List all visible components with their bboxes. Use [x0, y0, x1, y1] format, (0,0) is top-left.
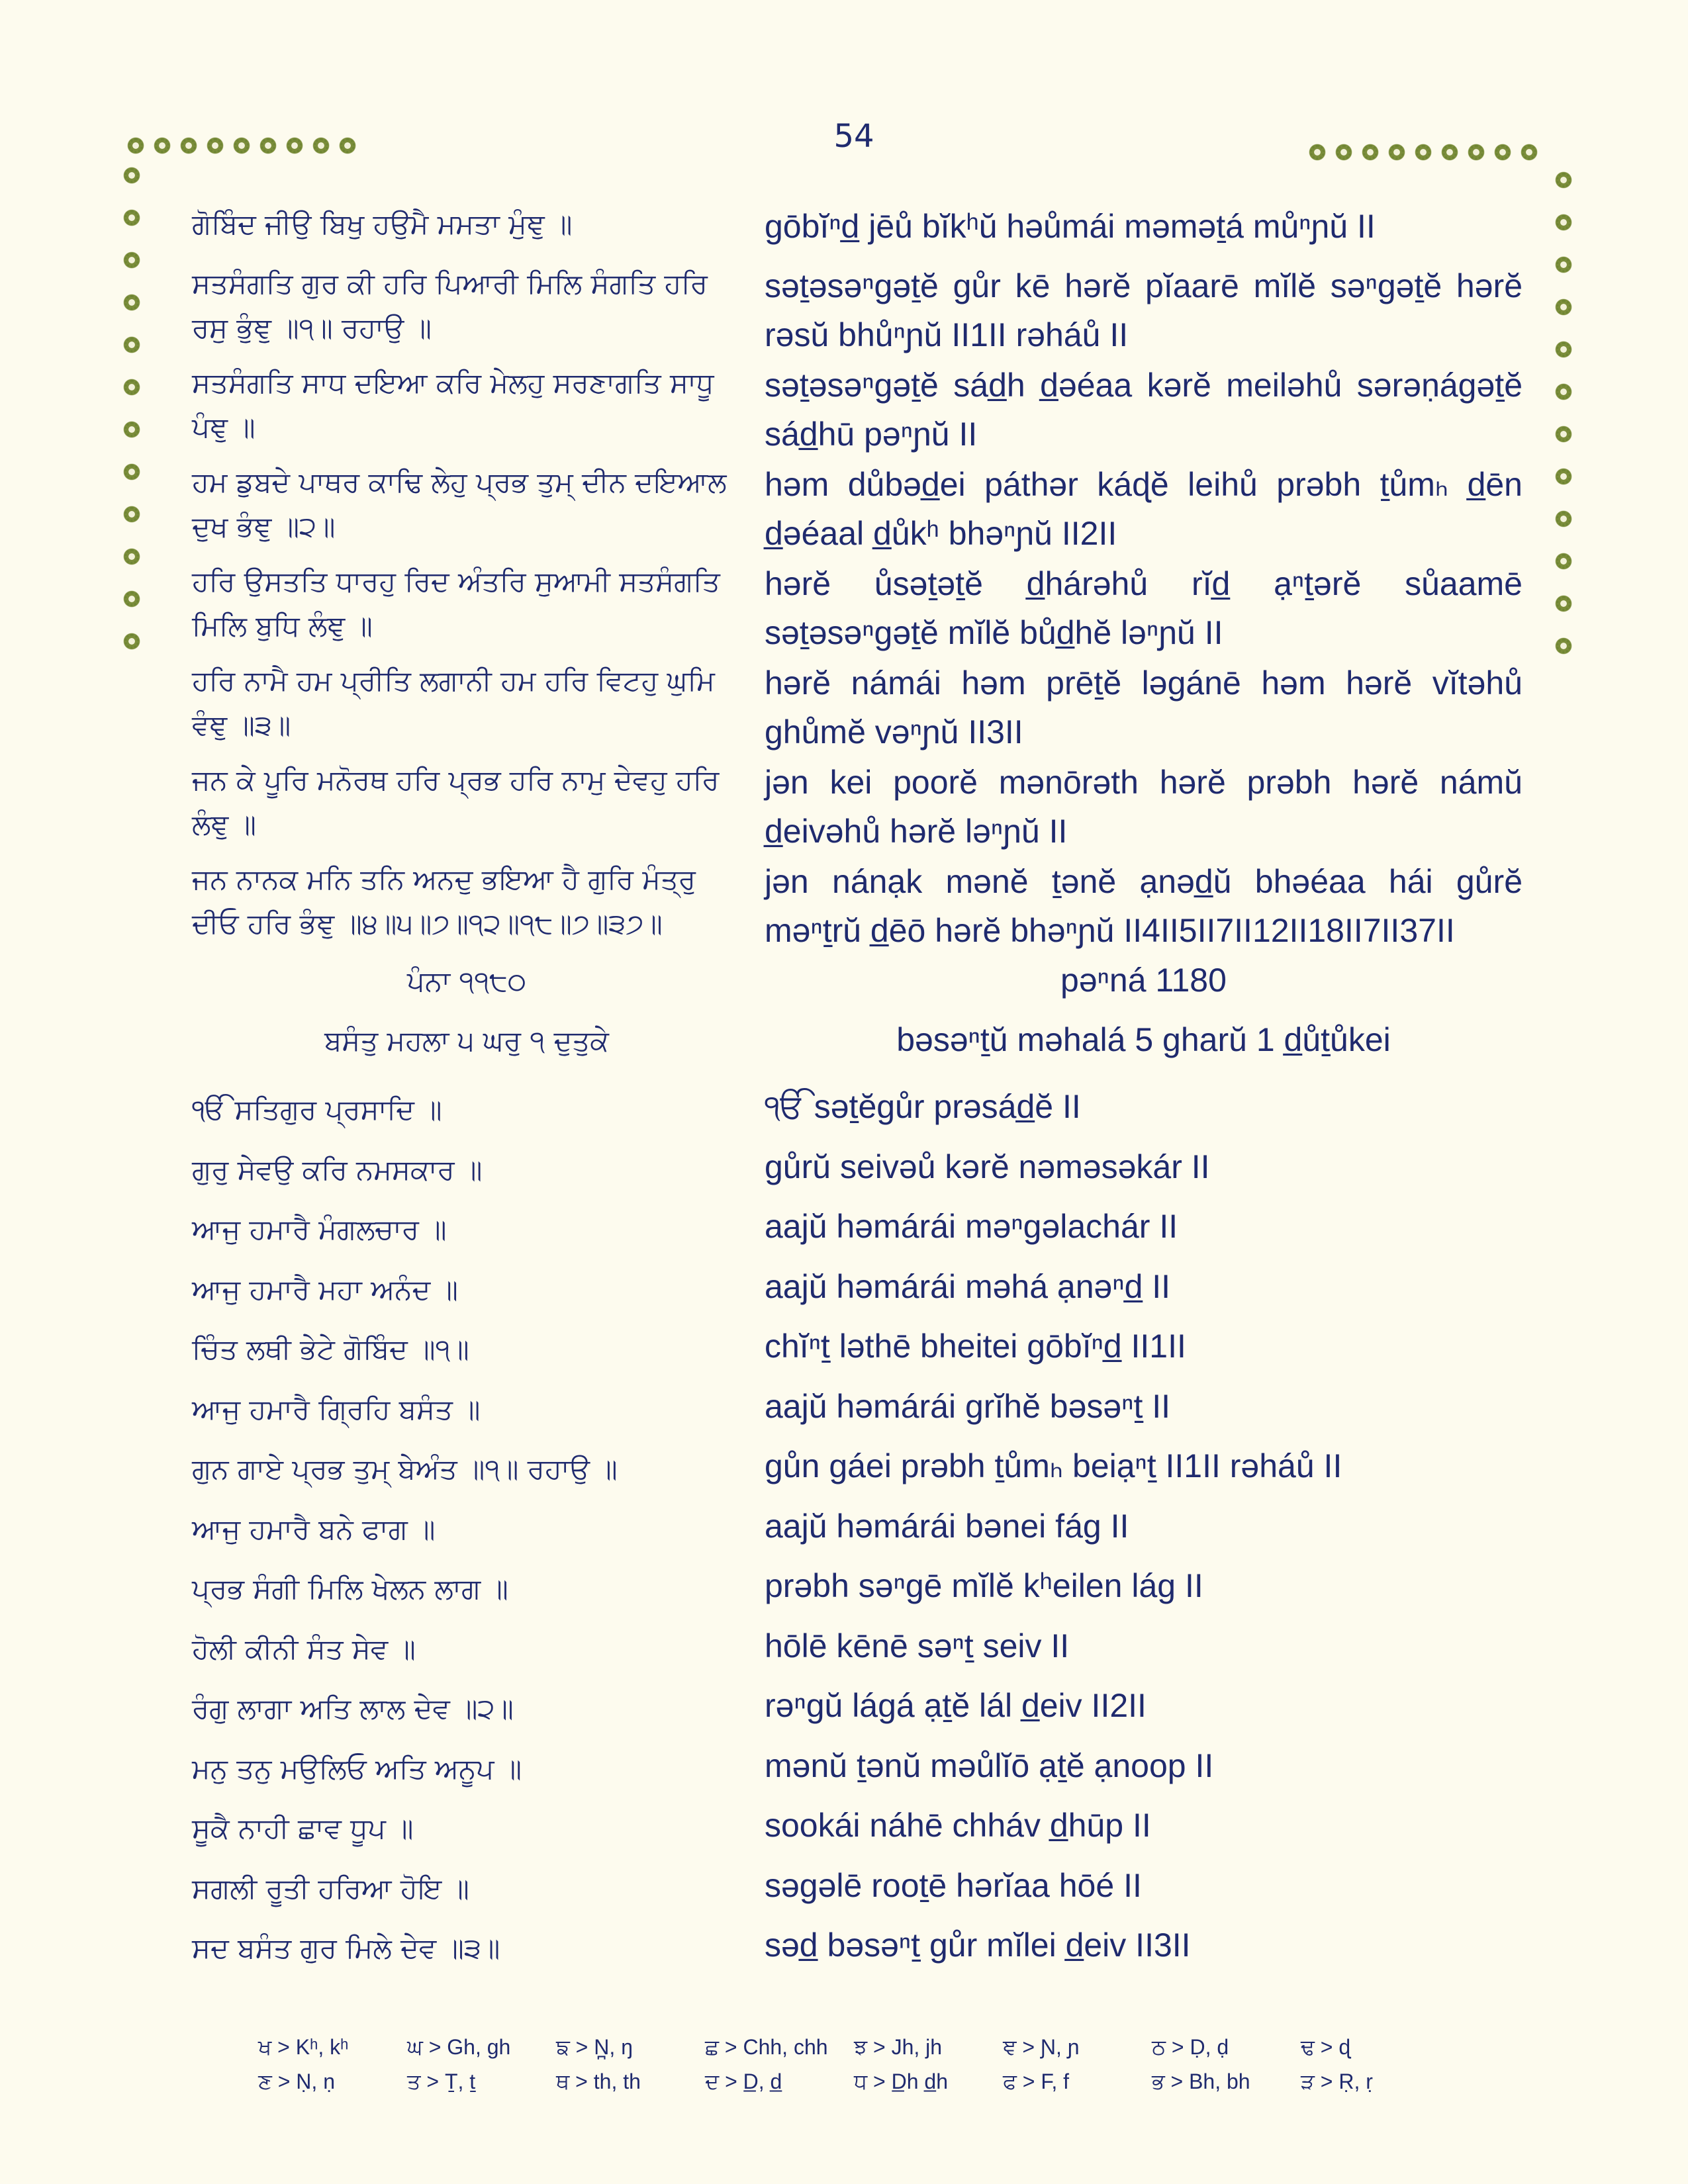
line-gurmukhi: ਆਜੁ ਹਮਾਰੈ ਗ੍ਰਿਹਿ ਬਸੰਤ ॥ [192, 1392, 481, 1426]
flower-ornament-icon [1387, 142, 1407, 162]
flower-ornament-icon [1554, 594, 1573, 614]
heading-translit: bəsəⁿṯŭ məhalá 5 gharŭ 1 d̲ůṯůkei [896, 1021, 1391, 1058]
legend-entry: ਖ > Kʰ, kʰ [258, 2035, 349, 2059]
flower-ornament-icon [1554, 340, 1573, 359]
line-gurmukhi: ਗੁਰੁ ਸੇਵਉ ਕਰਿ ਨਮਸਕਾਰ ॥ [192, 1153, 483, 1186]
flower-ornament-icon [122, 293, 142, 312]
legend-entry: ਣ > Ṇ, ṇ [258, 2070, 335, 2093]
verse-transliteration: hərĕ námái həm prēṯĕ ləgánē həm hərĕ vĭtəhů ghůmĕ vəⁿɲŭ II3II [765, 664, 1523, 751]
flower-ornament-icon [122, 462, 142, 482]
heading-gurmukhi: ਬਸੰਤੁ ਮਹਲਾ ੫ ਘਰੁ ੧ ਦੁਤੁਕੇ [324, 1024, 609, 1057]
legend-entry: ਥ > th, th [556, 2070, 641, 2093]
legend-row [258, 2035, 1450, 2070]
flower-ornament-icon [122, 165, 142, 185]
line-transliteration: aajŭ həmárái məⁿgəlachár II [765, 1208, 1178, 1245]
flower-ornament-icon [1466, 142, 1486, 162]
flower-ornament-icon [1554, 467, 1573, 486]
legend-entry: ਫ > F, f [1003, 2070, 1070, 2093]
flower-ornament-icon [311, 136, 331, 156]
line-gurmukhi: ਆਜੁ ਹਮਾਰੈ ਬਨੇ ਫਾਗ ॥ [192, 1512, 436, 1545]
line-gurmukhi: ਆਜੁ ਹਮਾਰੈ ਮੰਗਲਚਾਰ ॥ [192, 1213, 447, 1246]
line-transliteration: hōlē kēnē səⁿṯ seiv II [765, 1627, 1070, 1664]
flower-ornament-icon [1554, 297, 1573, 317]
flower-ornament-icon [1519, 142, 1539, 162]
line-gurmukhi: ਮਨੁ ਤਨੁ ਮਉਲਿਓ ਅਤਿ ਅਨੂਪ ॥ [192, 1752, 522, 1785]
legend-entry: ਦ > D̲, d̲ [705, 2070, 782, 2093]
line-transliteration: prəbh səⁿgē mĭlĕ kʰeilen lág II [765, 1567, 1203, 1604]
flower-ornament-icon [122, 208, 142, 228]
flower-ornament-icon [1493, 142, 1513, 162]
legend-entry: ਤ > Ṯ, ṯ [407, 2070, 476, 2093]
line-transliteration: aajŭ həmárái məhá ạnəⁿd̲ II [765, 1267, 1171, 1305]
verse-gurmukhi: ਸਤਸੰਗਤਿ ਸਾਧ ਦਇਆ ਕਰਿ ਮੇਲਹੁ ਸਰਣਾਗਤਿ ਸਾਧੂ ਪੰਞੁ ॥ [192, 367, 723, 443]
verse-transliteration: jən nánạk mənĕ ṯənĕ ạnəd̲ŭ bhəéaa hái gůrĕ məⁿṯrŭ d̲ēō hərĕ bhəⁿɲŭ II4II5II7II12II18II7II37II [765, 863, 1523, 949]
line-transliteration: chĭⁿṯ ləthē bheitei gōbĭⁿd̲ II1II [765, 1328, 1186, 1365]
line-transliteration: səd̲ bəsəⁿṯ gůr mĭlei d̲eiv II3II [765, 1927, 1191, 1964]
line-transliteration: ੴ səṯĕgůr prəsád̲ĕ II [765, 1088, 1081, 1125]
line-transliteration: gůrŭ seivəů kərĕ nəməsəkár II [765, 1148, 1210, 1185]
flower-ornament-icon [122, 250, 142, 270]
line-gurmukhi: ੴ ਸਤਿਗੁਰ ਪ੍ਰਸਾਦਿ ॥ [192, 1093, 442, 1126]
legend-entry: ੜ > Ṛ, ṛ [1301, 2070, 1373, 2093]
verse-gurmukhi: ਹਰਿ ਨਾਮੈ ਹਮ ਪ੍ਰੀਤਿ ਲਗਾਨੀ ਹਮ ਹਰਿ ਵਿਟਹੁ ਘੁਮਿ ਵੰਞੁ ॥੩॥ [192, 664, 724, 741]
verse-transliteration: səṯəsəⁿgəṯĕ gůr kē hərĕ pĭaarē mĭlĕ səⁿgəṯĕ hərĕ rəsŭ bhůⁿɲŭ II1II rəháů II [765, 267, 1523, 353]
verse-gurmukhi: ਹਮ ਡੁਬਦੇ ਪਾਥਰ ਕਾਢਿ ਲੇਹੁ ਪ੍ਰਭ ਤੁਮ੍ ਦੀਨ ਦਇਆਲ ਦੁਖ ਭੰਞੁ ॥੨॥ [192, 466, 735, 543]
verse-transliteration: hərĕ ůsəṯəṯĕ d̲hárəhů rĭd̲ ạⁿṯərĕ sůaamē səṯəsəⁿgəṯĕ mĭlĕ bůd̲hĕ ləⁿɲŭ II [765, 565, 1523, 651]
verse-gurmukhi: ਗੋਬਿੰਦ ਜੀਉ ਬਿਖੁ ਹਉਮੈ ਮਮਤਾ ਮੁੰਞੁ ॥ [192, 208, 573, 240]
page-number: 54 [833, 118, 874, 155]
flower-ornament-icon [122, 335, 142, 355]
line-gurmukhi: ਸਗਲੀ ਰੂਤੀ ਹਰਿਆ ਹੋਇ ॥ [192, 1872, 469, 1905]
flower-ornament-icon [1554, 170, 1573, 190]
line-gurmukhi: ਰੰਗੁ ਲਾਗਾ ਅਤਿ ਲਾਲ ਦੇਵ ॥੨॥ [192, 1692, 514, 1725]
flower-ornament-icon [122, 504, 142, 524]
verse-transliteration: həm důbəd̲ei páthər káɖĕ leihů prəbh ṯůmₕ d̲ēn d̲əéaal d̲ůkʰ bhəⁿɲŭ II2II [765, 466, 1523, 552]
legend-entry: ਠ > Ḍ, ḍ [1152, 2035, 1229, 2059]
line-gurmukhi: ਆਜੁ ਹਮਾਰੈ ਮਹਾ ਅਨੰਦ ॥ [192, 1273, 458, 1306]
flower-ornament-icon [122, 547, 142, 567]
line-transliteration: səgəlē rooṯē hərĭaa hōé II [765, 1866, 1142, 1904]
flower-ornament-icon [1554, 636, 1573, 656]
verse-gurmukhi: ਜਨ ਕੇ ਪੂਰਿ ਮਨੋਰਥ ਹਰਿ ਪ੍ਰਭ ਹਰਿ ਨਾਮੁ ਦੇਵਹੁ ਹਰਿ ਲੰਞੁ ॥ [192, 764, 728, 841]
flower-ornament-icon [1440, 142, 1460, 162]
flower-ornament-icon [152, 136, 172, 156]
flower-ornament-icon [122, 631, 142, 651]
page-marker-translit: pəⁿná 1180 [1060, 962, 1227, 999]
legend-entry: ਧ > D̲h d̲h [854, 2070, 949, 2093]
flower-ornament-icon [1554, 551, 1573, 571]
flower-ornament-icon [1413, 142, 1433, 162]
legend-entry: ਞ > Ɲ, ɲ [1003, 2035, 1080, 2059]
flower-ornament-icon [232, 136, 252, 156]
flower-ornament-icon [126, 136, 146, 156]
page-marker-gurmukhi: ਪੰਨਾ ੧੧੮੦ [406, 965, 527, 997]
flower-ornament-icon [258, 136, 278, 156]
flower-ornament-icon [1554, 424, 1573, 444]
line-gurmukhi: ਹੋਲੀ ਕੀਨੀ ਸੰਤ ਸੇਵ ॥ [192, 1632, 416, 1665]
flower-ornament-icon [122, 377, 142, 397]
line-transliteration: aajŭ həmárái grĭhĕ bəsəⁿṯ II [765, 1387, 1171, 1425]
verse-gurmukhi: ਹਰਿ ਉਸਤਤਿ ਧਾਰਹੁ ਰਿਦ ਅੰਤਰਿ ਸੁਆਮੀ ਸਤਸੰਗਤਿ ਮਿਲਿ ਬੁਧਿ ਲੰਞੁ ॥ [192, 565, 729, 642]
verse-transliteration: gōbĭⁿd̲ jēů bĭkʰŭ həůmái məməṯá můⁿɲŭ II [765, 208, 1376, 245]
legend-entry: ਢ > ɖ [1301, 2035, 1351, 2059]
transliteration-legend [258, 2035, 1450, 2104]
line-transliteration: rəⁿgŭ lágá ạṯĕ lál d̲eiv II2II [765, 1687, 1147, 1724]
flower-ornament-icon [1307, 142, 1327, 162]
legend-entry: ਛ > Chh, chh [705, 2035, 828, 2059]
line-gurmukhi: ਸਦ ਬਸੰਤ ਗੁਰ ਮਿਲੇ ਦੇਵ ॥੩॥ [192, 1932, 500, 1964]
verse-gurmukhi: ਸਤਸੰਗਤਿ ਗੁਰ ਕੀ ਹਰਿ ਪਿਆਰੀ ਮਿਲਿ ਸੰਗਤਿ ਹਰਿ ਰਸੁ ਭੁੰਞੁ ॥੧॥ ਰਹਾਉ ॥ [192, 267, 717, 344]
verse-transliteration: səṯəsəⁿgəṯĕ sád̲h d̲əéaa kərĕ meiləhů sərəṇágəṯĕ sád̲hū pəⁿɲŭ II [765, 367, 1523, 453]
line-transliteration: gůn gáei prəbh ṯůmₕ beiạⁿṯ II1II rəháů II [765, 1447, 1342, 1484]
line-gurmukhi: ਗੁਨ ਗਾਏ ਪ੍ਰਭ ਤੁਮ੍ ਬੇਅੰਤ ॥੧॥ ਰਹਾਉ ॥ [192, 1453, 618, 1485]
flower-ornament-icon [179, 136, 199, 156]
line-transliteration: mənŭ ṯənŭ məůlĭō ạṯĕ ạnoop II [765, 1747, 1214, 1784]
flower-ornament-icon [1554, 255, 1573, 275]
legend-entry: ਘ > Gh, gh [407, 2035, 511, 2059]
flower-ornament-icon [1554, 212, 1573, 232]
verse-gurmukhi: ਜਨ ਨਾਨਕ ਮਨਿ ਤਨਿ ਅਨਦੁ ਭਇਆ ਹੈ ਗੁਰਿ ਮੰਤ੍ਰੁ ਦੀਓ ਹਰਿ ਭੰਞੁ ॥੪॥੫॥੭॥੧੨॥੧੮॥੭॥੩੭॥ [192, 863, 705, 940]
verse-transliteration: jən kei poorĕ mənōrəth hərĕ prəbh hərĕ námŭ d̲eivəhů hərĕ ləⁿɲŭ II [765, 764, 1523, 850]
legend-row [258, 2070, 1450, 2104]
flower-ornament-icon [122, 589, 142, 609]
flower-ornament-icon [1554, 382, 1573, 402]
legend-entry: ਙ > N̪, ŋ [556, 2035, 633, 2059]
flower-ornament-icon [1334, 142, 1354, 162]
legend-entry: ਝ > Jh, jh [854, 2035, 943, 2059]
flower-ornament-icon [285, 136, 305, 156]
legend-entry: ਭ > Bh, bh [1152, 2070, 1250, 2093]
flower-ornament-icon [205, 136, 225, 156]
flower-ornament-icon [1360, 142, 1380, 162]
line-transliteration: aajŭ həmárái bənei fág II [765, 1507, 1129, 1545]
flower-ornament-icon [1554, 509, 1573, 529]
flower-ornament-icon [122, 420, 142, 439]
line-gurmukhi: ਸੂਕੈ ਨਾਹੀ ਛਾਵ ਧੂਪ ॥ [192, 1812, 414, 1844]
line-gurmukhi: ਚਿੰਤ ਲਥੀ ਭੇਟੇ ਗੋਬਿੰਦ ॥੧॥ [192, 1333, 469, 1365]
line-transliteration: sookái náhē chháv d̲hūp II [765, 1807, 1151, 1844]
line-gurmukhi: ਪ੍ਰਭ ਸੰਗੀ ਮਿਲਿ ਖੇਲਨ ਲਾਗ ॥ [192, 1572, 508, 1605]
flower-ornament-icon [338, 136, 357, 156]
